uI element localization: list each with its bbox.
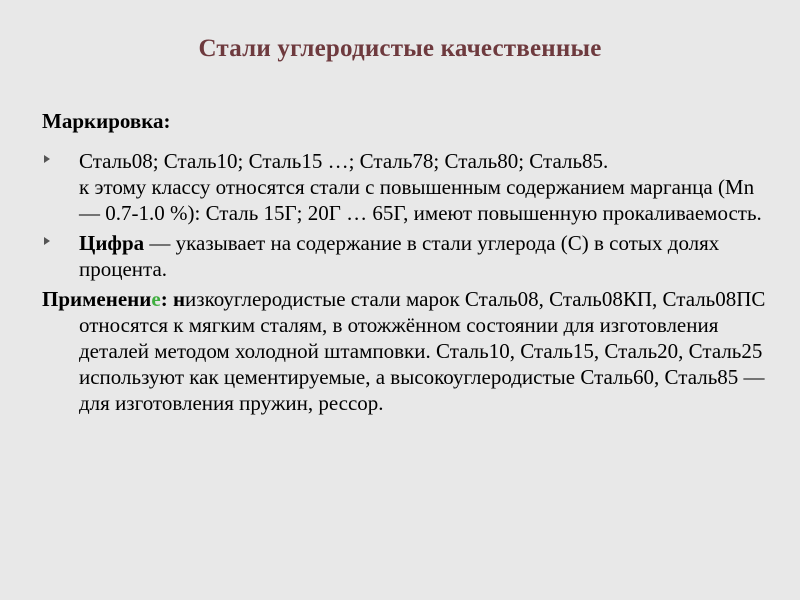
- application-text: изкоуглеродистые стали марок Сталь08, Сталь08КП, Сталь08ПС относятся к мягким сталям, в отожжённом состоянии для изготовления деталей методом холодной штамповки. Сталь10, Сталь15, Сталь20, Сталь25 используют как цементируемые, а высокоуглеродистые Сталь60, Сталь85 — для изготовления пружин, рессор.: [79, 287, 766, 415]
- application-colon: :: [160, 287, 173, 311]
- slide-title: Стали углеродистые качественные: [198, 35, 602, 62]
- bullet-arrow-icon: [44, 237, 50, 245]
- bullet-marking-text: к этому классу относятся стали с повышенным содержанием марганца (Mn — 0.7-1.0 %): Сталь 15Г; 20Г … 65Г, имеют повышенную прокаливаемость.: [79, 175, 762, 225]
- bullet-arrow-icon: [44, 155, 50, 163]
- bullet-marking-line1: Сталь08; Сталь10; Сталь15 …; Сталь78; Сталь80; Сталь85.: [79, 149, 609, 173]
- application-first-letter: н: [172, 287, 186, 311]
- application-paragraph: [42, 286, 772, 416]
- application-label-green: е: [151, 287, 161, 311]
- bullet-digit-text: — указывает на содержание в стали углерода (С) в сотых долях процента.: [79, 231, 720, 281]
- marking-heading: Маркировка:: [42, 109, 171, 133]
- slide-content: [42, 108, 772, 416]
- bullet-digit: [42, 230, 772, 282]
- application-label: Применени: [42, 287, 152, 311]
- bullet-marking: [42, 148, 772, 226]
- bullet-digit-label: Цифра: [79, 231, 145, 255]
